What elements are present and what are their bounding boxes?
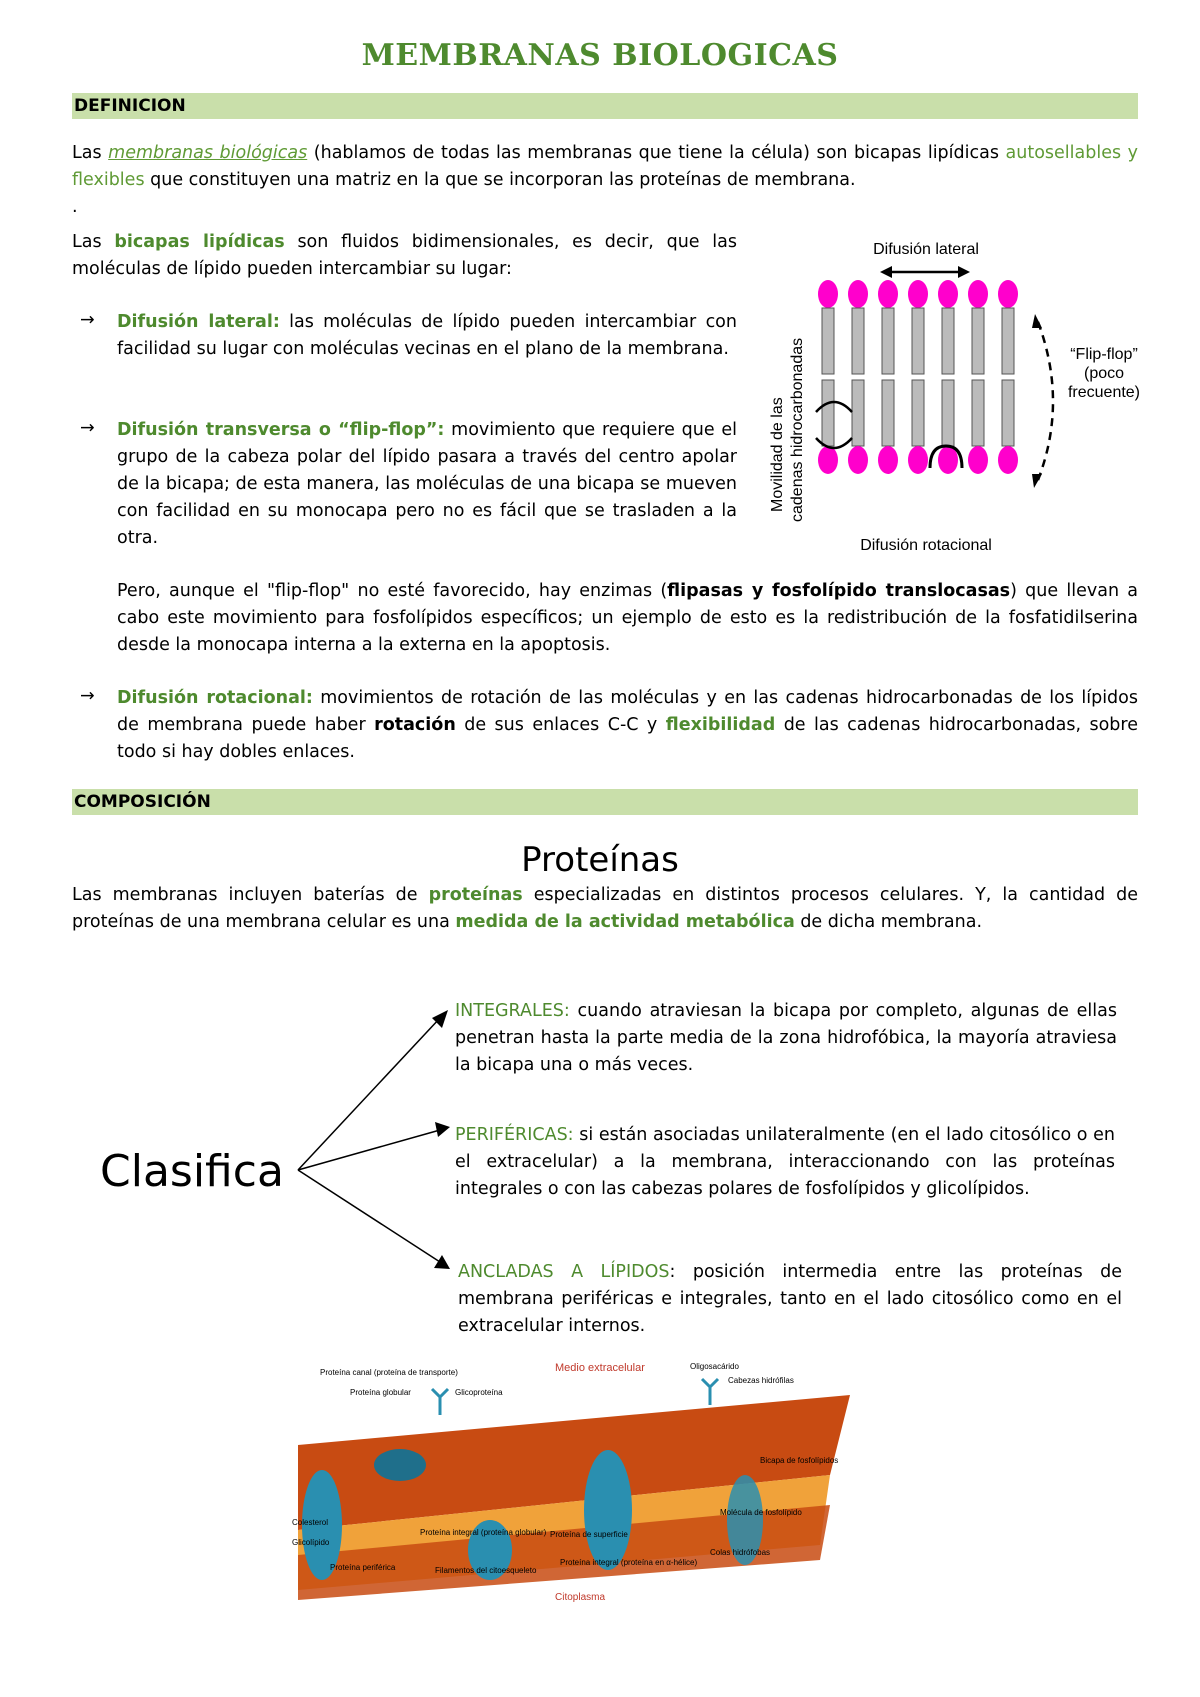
bilayer-diffusion-diagram (752, 232, 1152, 562)
clasifica-arrows (290, 1000, 460, 1290)
oligosaccharide-chain (702, 1379, 718, 1405)
lipid-head-top (998, 280, 1018, 308)
lipid-head-bottom (968, 446, 988, 474)
lipid-tail-bottom (942, 380, 954, 446)
diffusion-rotacional-label: Difusión rotacional (860, 537, 992, 554)
arrow-to-ancladas (298, 1170, 440, 1262)
citoplasma-label: Citoplasma (555, 1592, 606, 1603)
diagram2-label: Colesterol (292, 1518, 329, 1527)
diagram2-label: Oligosacárido (690, 1362, 739, 1371)
lipid-tail-bottom (912, 380, 924, 446)
lipid-tail-bottom (852, 380, 864, 446)
fluid-mosaic-diagram (290, 1355, 910, 1625)
lipid-tail-top (942, 308, 954, 374)
arrow-to-perifericas (298, 1130, 440, 1170)
arrow-bullet-icon: → (80, 310, 95, 330)
lipid-head-bottom (908, 446, 928, 474)
page-title: MEMBRANAS BIOLOGICAS (361, 38, 839, 73)
diagram2-label: Colas hidrófobas (710, 1548, 771, 1557)
lipid-head-bottom (848, 446, 868, 474)
diagram2-label: Filamentos del citoesqueleto (435, 1566, 537, 1575)
diagram2-label: Molécula de fosfolípido (720, 1508, 802, 1517)
ancladas-paragraph: ANCLADAS A LÍPIDOS: posición intermedia entre las proteínas de membrana periféricas e integrales, tanto en el lado citosólico como en el extracelular internos. (458, 1262, 1123, 1336)
lipid-head-top (848, 280, 868, 308)
medio-extracelular-label: Medio extracelular (555, 1362, 645, 1374)
arrow-bullet-icon: → (80, 418, 95, 438)
arrow-head-integrales (432, 1010, 448, 1028)
arrow-head-ancladas (434, 1255, 450, 1269)
integral-protein-2 (584, 1450, 632, 1570)
transversa-paragraph: Difusión transversa o “flip-flop”: movimiento que requiere que el grupo de la cabeza polar del lípido pasara a través del centro apolar de la bicapa; de esta manera, las moléculas de una bicapa se mueven con facilidad en su monocapa pero no es fácil que se trasladen a la otra. (117, 420, 738, 548)
diagram2-label: Cabezas hidrófilas (728, 1376, 794, 1385)
diagram2-label: Proteína de superficie (550, 1530, 628, 1539)
pero-paragraph: Pero, aunque el "flip-flop" no esté favorecido, hay enzimas (flipasas y fosfolípido translocasas) que llevan a cabo este movimiento para fosfolípidos específicos; un ejemplo de esto es la redistribución de la fosfatidilserina desde la monocapa interna a la externa en la apoptosis. (117, 581, 1139, 655)
lipid-tail-bottom (1002, 380, 1014, 446)
lateral-arrow-right (958, 266, 970, 278)
perifericas-paragraph: PERIFÉRICAS: si están asociadas unilateralmente (en el lado citosólico o en el extracelular) a la membrana, interaccionando con las proteínas integrales o con las cabezas polares de fosfolípidos y glicolípidos. (455, 1125, 1115, 1199)
intro-paragraph: Las membranas biológicas (hablamos de todas las membranas que tiene la célula) son bicapas lipídicas autosellables y flexibles que constituyen una matriz en la que se incorporan las proteínas de membrana. . (72, 143, 1138, 217)
lipid-tail-top (852, 308, 864, 374)
movilidad-label-2: cadenas hidrocarbonadas (789, 337, 806, 522)
diffusion-lateral-label: Difusión lateral (873, 241, 979, 258)
diagram2-label: Glicolípido (292, 1538, 330, 1547)
lipid-head-bottom (878, 446, 898, 474)
lipid-molecules (818, 280, 1018, 474)
lipid-head-top (878, 280, 898, 308)
lipid-tail-top (972, 308, 984, 374)
diagram2-label: Proteína canal (proteína de transporte) (320, 1368, 458, 1377)
lipid-head-top (938, 280, 958, 308)
clasifica-label: Clasifica (100, 1146, 284, 1197)
flip-flop-arrow-head-top (1032, 314, 1042, 328)
lipid-head-bottom (998, 446, 1018, 474)
lipid-tail-bottom (822, 380, 834, 446)
lipid-head-top (908, 280, 928, 308)
diagram2-label: Bicapa de fosfolípidos (760, 1456, 839, 1465)
arrow-to-integrales (298, 1018, 440, 1170)
rotacional-paragraph: Difusión rotacional: movimientos de rotación de las moléculas y en las cadenas hidrocarbonadas de los lípidos de membrana puede haber rotación de sus enlaces C-C y flexibilidad de las cadenas hidrocarbonadas, sobre todo si hay dobles enlaces. (117, 688, 1138, 762)
globular-protein (374, 1449, 426, 1481)
movilidad-label-1: Movilidad de las (769, 397, 786, 512)
lipid-tail-top (1002, 308, 1014, 374)
diagram2-label: Proteína integral (proteína en α-hélice) (560, 1558, 698, 1567)
membranas-link[interactable]: membranas biológicas (108, 143, 308, 163)
flip-flop-arrow-head-bottom (1032, 474, 1042, 488)
diagram2-label: Proteína periférica (330, 1563, 396, 1572)
arrow-head-perifericas (435, 1122, 450, 1137)
flip-flop-label: “Flip-flop” (1070, 346, 1138, 363)
flip-flop-arrow (1038, 322, 1053, 480)
section-composicion: COMPOSICIÓN (72, 789, 1138, 815)
proteinas-heading: Proteínas (521, 840, 679, 880)
lipid-tail-bottom (972, 380, 984, 446)
lipid-tail-bottom (882, 380, 894, 446)
arrow-bullet-icon: → (80, 686, 95, 706)
section-definicion: DEFINICION (72, 93, 1138, 119)
diagram2-label: Proteína globular (350, 1388, 411, 1397)
lipid-tail-top (912, 308, 924, 374)
integrales-paragraph: INTEGRALES: cuando atraviesan la bicapa por completo, algunas de ellas penetran hasta la parte media de la zona hidrofóbica, la mayoría atraviesa la bicapa una o más veces. (455, 1001, 1117, 1075)
glycoprotein-chain (432, 1389, 448, 1415)
poco-label: (poco (1083, 365, 1125, 382)
lateral-paragraph: Difusión lateral: las moléculas de lípido pueden intercambiar con facilidad su lugar con moléculas vecinas en el plano de la membrana. (117, 312, 737, 359)
frecuente-label: frecuente) (1067, 384, 1141, 401)
lipid-tail-top (882, 308, 894, 374)
lipid-head-top (818, 280, 838, 308)
diagram2-label: Proteína integral (proteína globular) (420, 1528, 547, 1537)
lipid-head-top (968, 280, 988, 308)
lipid-tail-top (822, 308, 834, 374)
proteinas-paragraph: Las membranas incluyen baterías de proteínas especializadas en distintos procesos celulares. Y, la cantidad de proteínas de una membrana celular es una medida de la actividad metabólica de dicha membrana. (72, 885, 1139, 932)
lateral-arrow-left (880, 266, 892, 278)
diagram2-label: Glicoproteína (455, 1388, 503, 1397)
bicapas-paragraph: Las bicapas lipídicas son fluidos bidimensionales, es decir, que las moléculas de lípido pueden intercambiar su lugar: (72, 232, 737, 279)
lipid-head-bottom (818, 446, 838, 474)
